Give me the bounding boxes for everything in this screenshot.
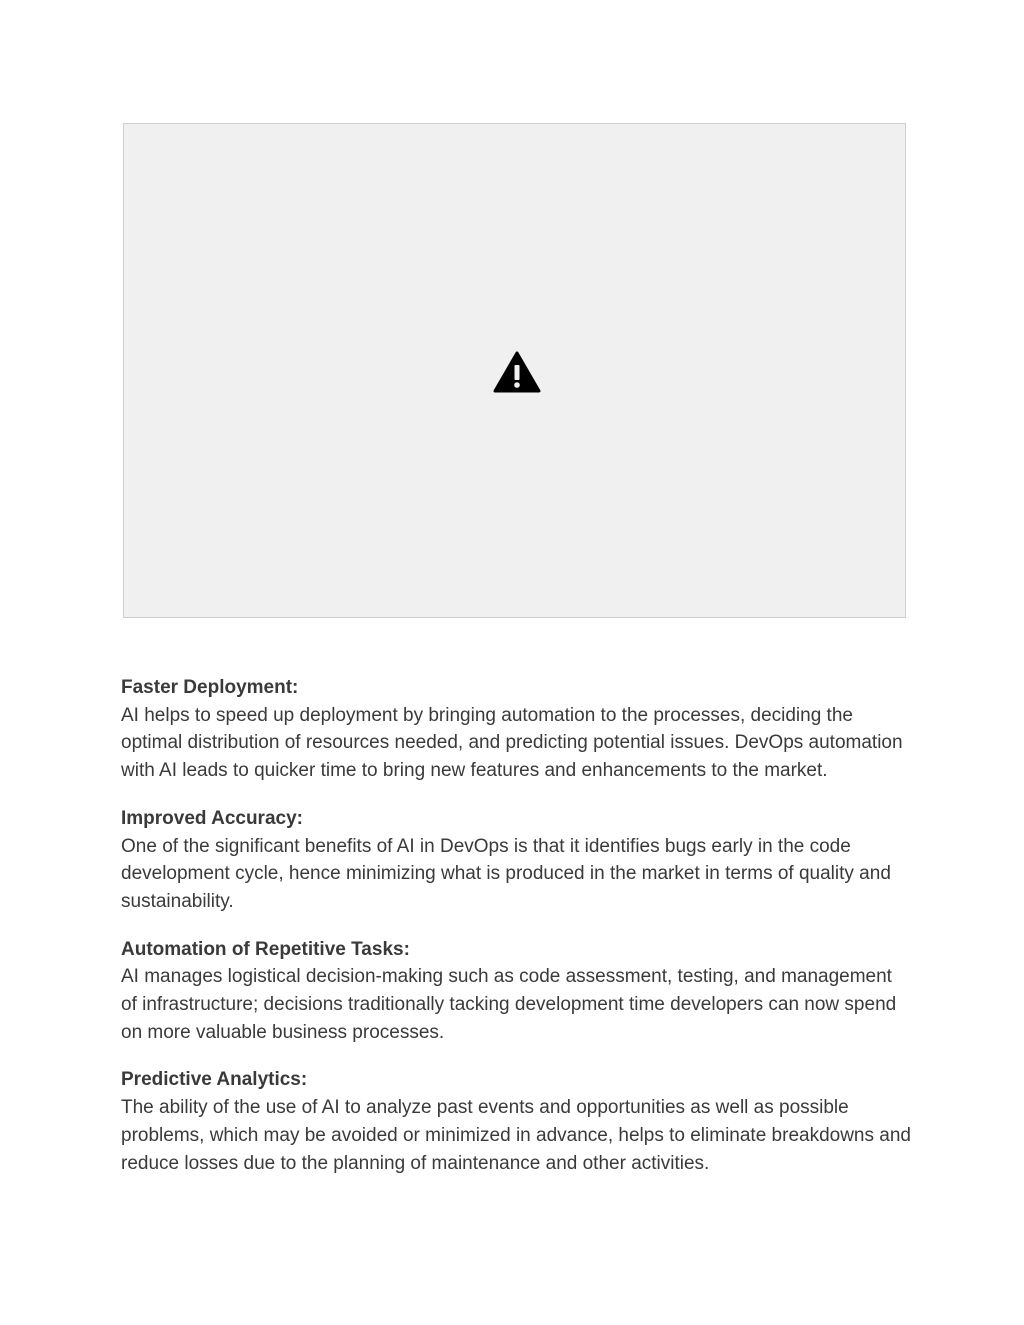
section-heading: Predictive Analytics: <box>121 1069 308 1091</box>
section-body: AI helps to speed up deployment by bringing automation to the processes, deciding the optimal distribution of resources needed, and predicting potential issues. DevOps automation with AI leads to quicker time to bring new features and enhancements to the market. <box>121 704 903 782</box>
section-heading: Faster Deployment: <box>121 677 299 698</box>
article-content <box>121 674 911 1197</box>
broken-image-placeholder <box>123 123 906 618</box>
section-body: The ability of the use of AI to analyze past events and opportunities as well as possible problems, which may be avoided or minimized in advance, helps to eliminate breakdowns and reduce losses due to the planning of maintenance and other activities. <box>121 1097 911 1174</box>
warning-icon <box>493 351 541 393</box>
section-body: One of the significant benefits of AI in DevOps is that it identifies bugs early in the code development cycle, hence minimizing what is produced in the market in terms of quality and sustainability. <box>121 835 891 912</box>
section-predictive-analytics <box>121 1066 911 1177</box>
section-automation-repetitive-tasks <box>121 936 911 1047</box>
section-heading: Automation of Repetitive Tasks: <box>121 938 410 960</box>
section-body: AI manages logistical decision-making such as code assessment, testing, and management of infrastructure; decisions traditionally tacking development time developers can now spend on more valuable business processes. <box>121 966 897 1043</box>
section-faster-deployment <box>121 674 911 785</box>
section-improved-accuracy <box>121 805 911 916</box>
section-heading: Improved Accuracy: <box>121 807 303 829</box>
